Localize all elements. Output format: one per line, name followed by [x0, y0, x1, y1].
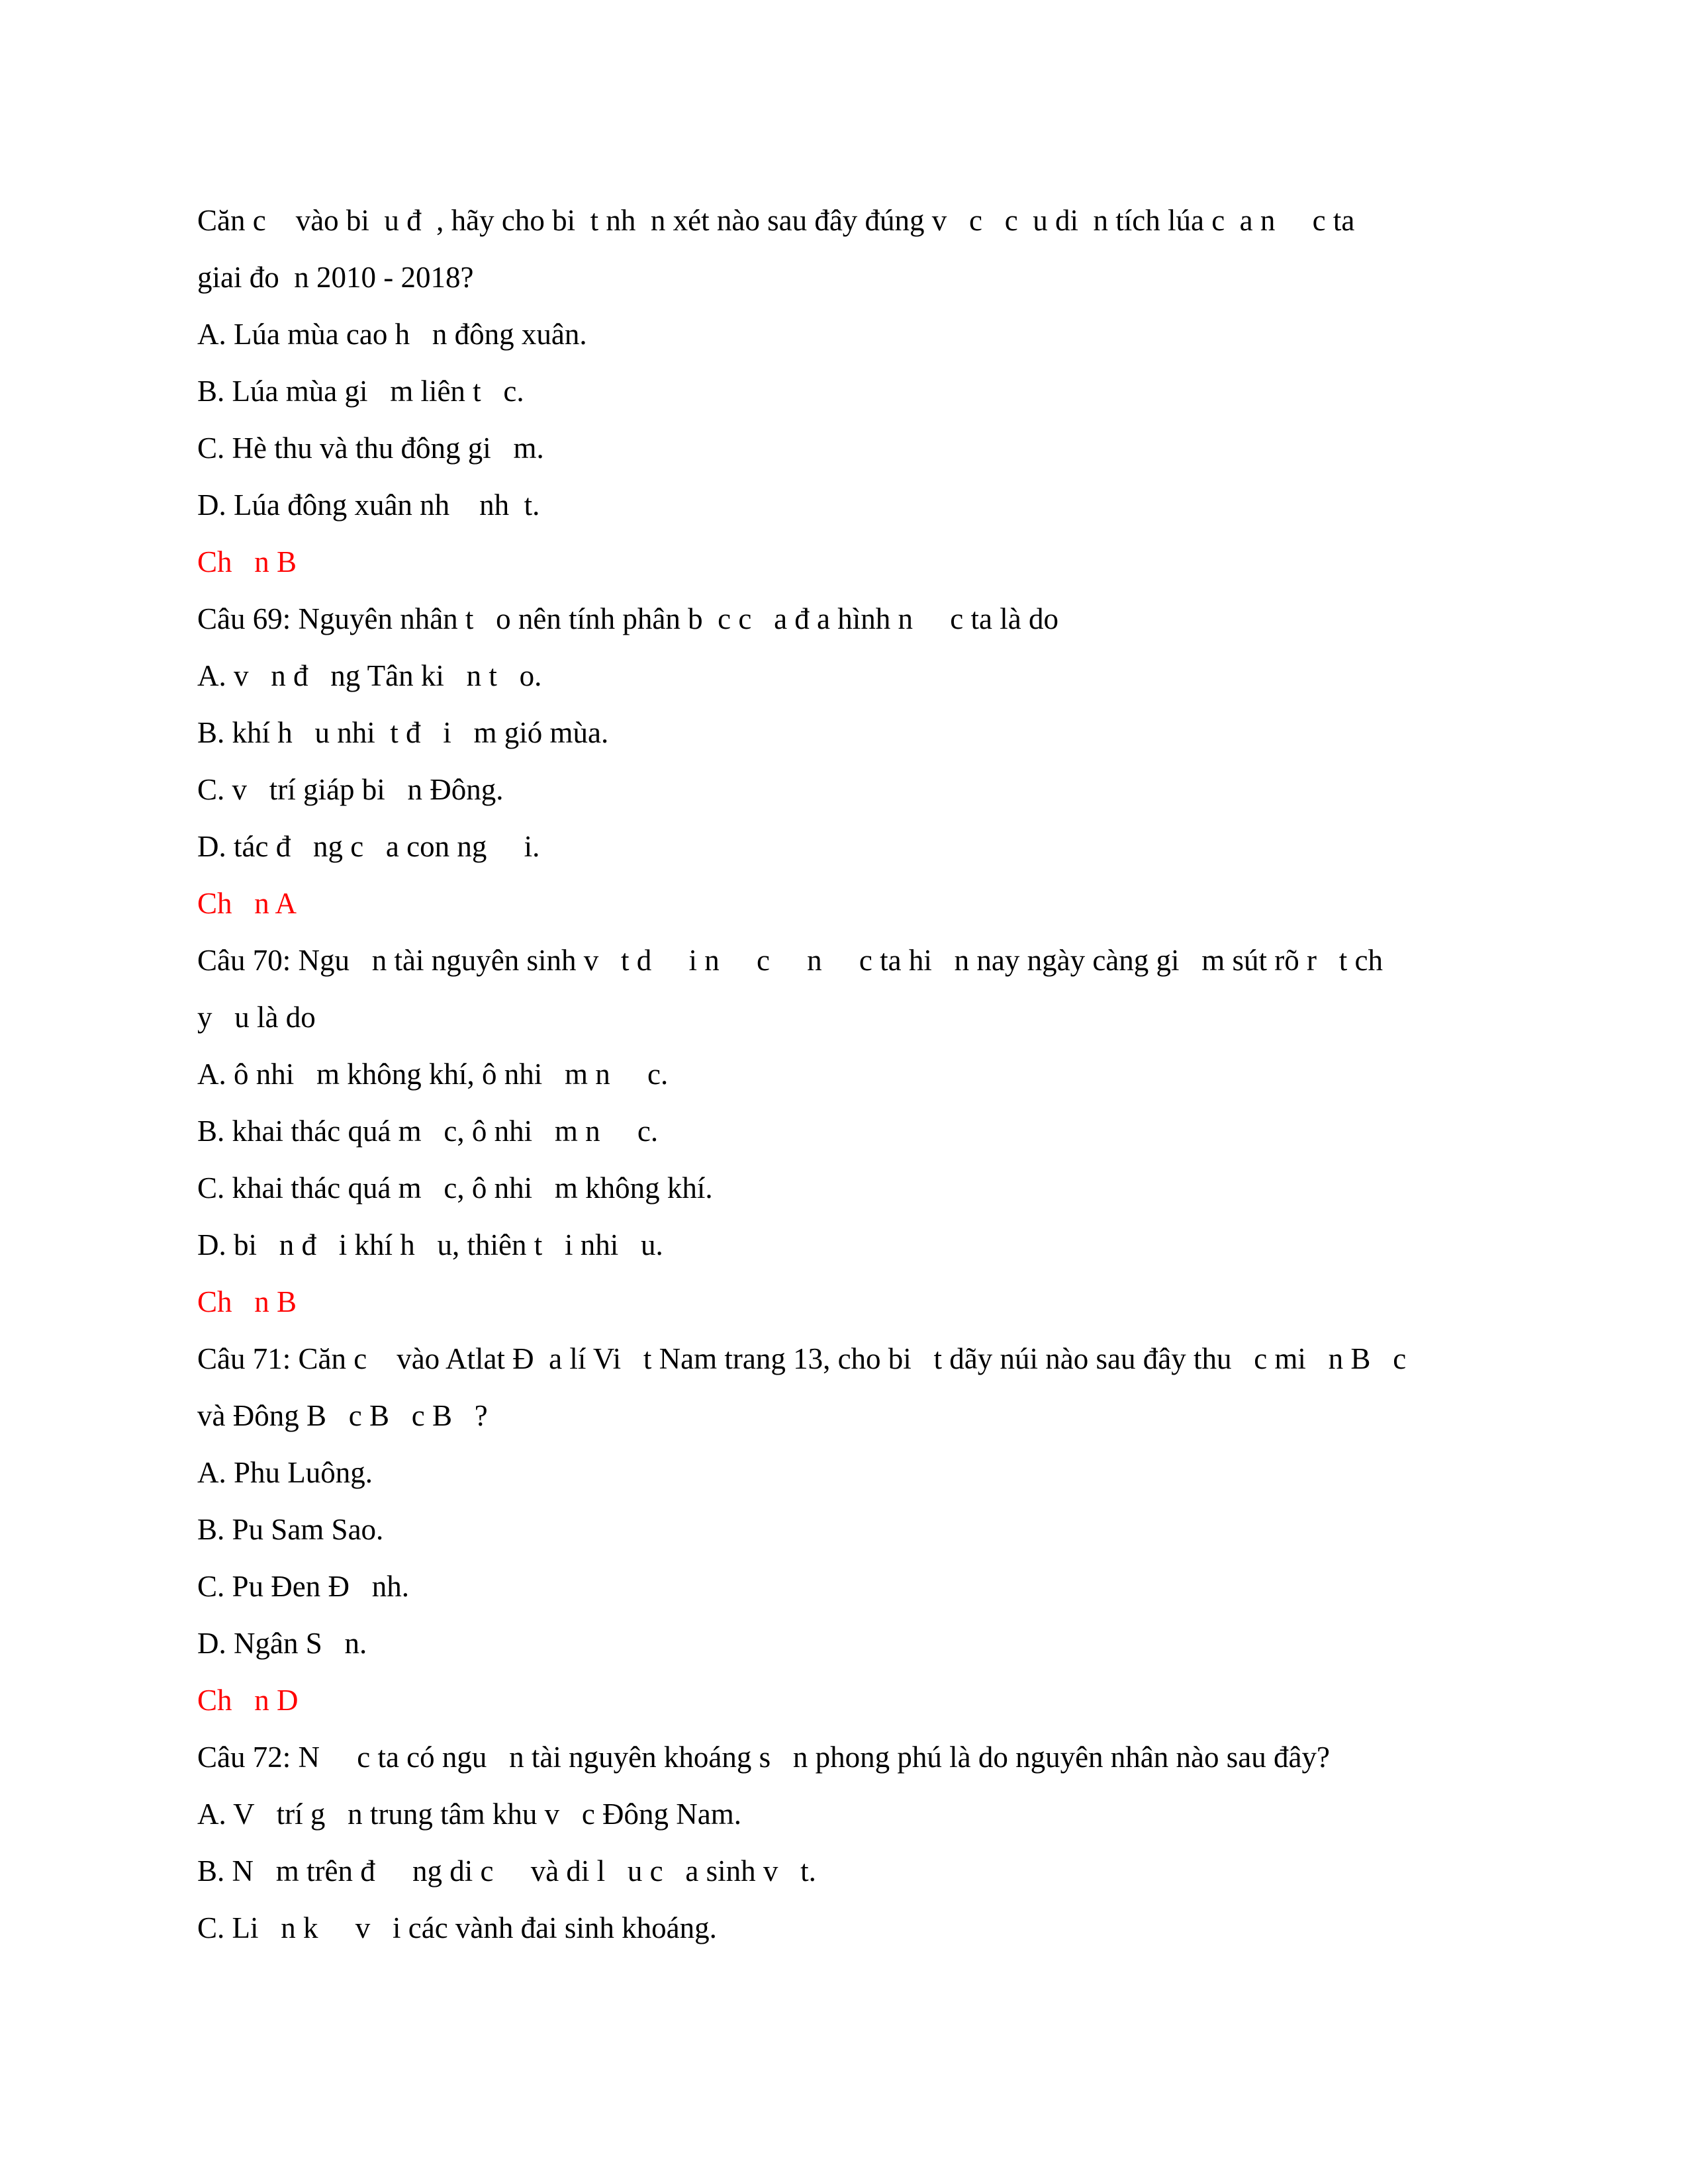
question-72: Câu 72: N c ta có ngu n tài nguyên khoáng s n phong phú là do nguyên nhân nào sau đây? — [197, 1741, 1330, 1774]
option-c: C. Li n k v i các vành đai sinh khoáng. — [197, 1911, 717, 1944]
option-d: D. tác đ ng c a con ng i. — [197, 830, 540, 863]
answer-line: Ch n B — [197, 1285, 297, 1318]
answer-line: Ch n A — [197, 887, 297, 920]
option-a: A. V trí g n trung tâm khu v c Đông Nam. — [197, 1797, 742, 1831]
option-a: A. Lúa mùa cao h n đông xuân. — [197, 318, 587, 351]
option-b: B. N m trên đ ng di c và di l u c a sinh v t. — [197, 1854, 816, 1888]
option-c: C. v trí giáp bi n Đông. — [197, 773, 504, 806]
option-a: A. v n đ ng Tân ki n t o. — [197, 659, 542, 692]
question-71-continued: và Đông B c B c B ? — [197, 1399, 488, 1432]
option-a: A. Phu Luông. — [197, 1456, 373, 1489]
question-71: Câu 71: Căn c vào Atlat Đ a lí Vi t Nam trang 13, cho bi t dãy núi nào sau đây thu c mi n B c — [197, 1342, 1407, 1375]
question-69: Câu 69: Nguyên nhân t o nên tính phân b c c a đ a hình n c ta là do — [197, 602, 1058, 635]
option-d: D. Lúa đông xuân nh nh t. — [197, 488, 540, 522]
option-c: C. Hè thu và thu đông gi m. — [197, 432, 544, 465]
document-page — [197, 192, 1495, 1956]
option-a: A. ô nhi m không khí, ô nhi m n c. — [197, 1058, 669, 1091]
option-c: C. khai thác quá m c, ô nhi m không khí. — [197, 1171, 713, 1205]
question-70: Câu 70: Ngu n tài nguyên sinh v t d i n c n c ta hi n nay ngày càng gi m sút rõ r t ch — [197, 944, 1383, 977]
option-b: B. Pu Sam Sao. — [197, 1513, 384, 1546]
option-d: D. bi n đ i khí h u, thiên t i nhi u. — [197, 1228, 663, 1261]
option-b: B. khí h u nhi t đ i m gió mùa. — [197, 716, 609, 749]
answer-line: Ch n D — [197, 1684, 299, 1717]
option-b: B. khai thác quá m c, ô nhi m n c. — [197, 1115, 659, 1148]
option-c: C. Pu Đen Đ nh. — [197, 1570, 410, 1603]
question-text: giai đo n 2010 - 2018? — [197, 261, 474, 294]
question-70-continued: y u là do — [197, 1001, 316, 1034]
option-d: D. Ngân S n. — [197, 1627, 367, 1660]
answer-line: Ch n B — [197, 545, 297, 578]
option-b: B. Lúa mùa gi m liên t c. — [197, 375, 524, 408]
question-text: Căn c vào bi u đ , hãy cho bi t nh n xét nào sau đây đúng v c c u di n tích lúa c a n c ta — [197, 204, 1355, 237]
